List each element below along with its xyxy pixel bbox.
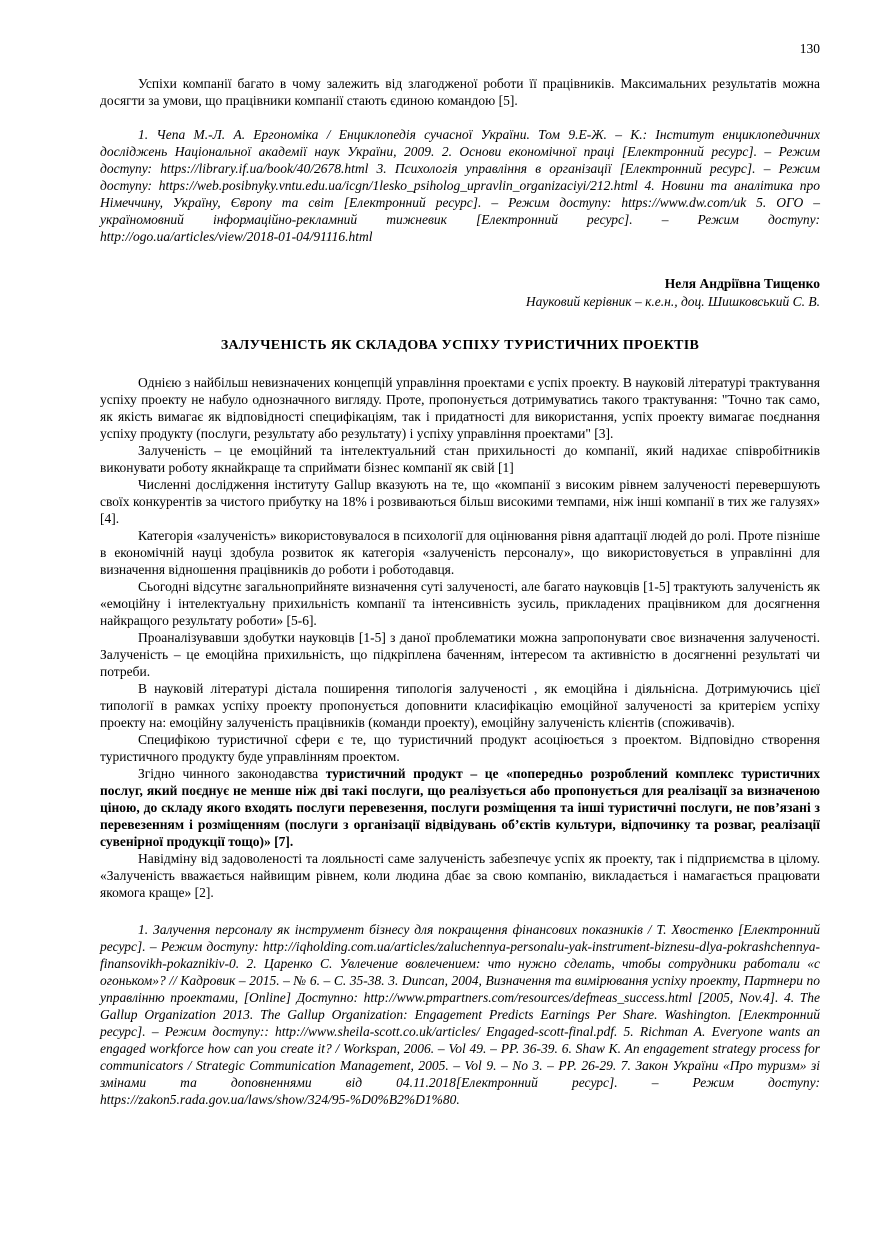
body-paragraph-5: Сьогодні відсутнє загальноприйняте визначення суті залученості, але багато науковців [1-5] трактують залученість як «емоційну і інтелектуальну прихильність компанії та інтенсивність зусиль, прикладених працівником для досягнення найкращого результату роботи» [5-6]. [100,579,820,629]
article-body [100,374,820,901]
body-paragraph-4: Категорія «залученість» використовувалося в психології для оцінювання рівня адаптації людей до ролі. Проте пізніше в економічній науці здобула розвиток як категорія «залученість персоналу», що використовується в управлінні для визначення відношення працівників до роботи і роботодавця. [100,528,820,578]
law-definition-text: туристичний продукт – це «попередньо розроблений комплекс туристичних послуг, який поєднує не менше ніж дві такі послуги, що реалізується або пропонується для реалізації за визначеною ціною, до складу якого входять послуги перевезення, послуги розміщення та інші туристичні послуги, не пов’язані з перевезенням і розміщенням (послуги з організації відвідувань об’єктів культури, відпочинку та розваг, реалізації сувенірної продукції тощо)» [7]. [100,766,821,850]
references-bottom: 1. Залучення персоналу як інструмент бізнесу для покращення фінансових показників / Т. Хвостенко [Електронний ресурс]. – Режим доступу: http://iqholding.com.ua/articles/zaluchennya-personalu-yak-instrument-biznesu-dlya-pokrashchennya-finansovikh-pokaznikiv-0. 2. Царенко С. Увлечение вовлечением: что нужно сделать, чтобы сотрудники работали «с огоньком»? // Кадровик – 2015. – № 6. – С. 35-38. 3. Duncan, 2004, Визначення та вимірювання успіху проекту, Партнери по управлінню проектами, [Online] Доступно: http://www.pmpartners.com/resources/defmeas_success.html [2005, Nov.4]. 4. The Gallup Organization 2013. The Gallup Organization: Engagement Predicts Earnings Per Share. Washington. [Електронний ресурс]. – Режим доступу:: http://www.sheila-scott.co.uk/articles/ Engaged-scott-final.pdf. 5. Richman A. Everyone wants an engaged workforce how can you create it? / Workspan, 2006. – Vol 49. – РР. 36-39. 6. Shaw K. An engagement strategy process for communicators / Strategic Communication Management, 2005. – Vol 9. – No 3. – РР. 26-29. 7. Закон України «Про туризм» зі змінами та доповненнями від 04.11.2018[Електронний ресурс]. – Режим доступу: https://zakon5.rada.gov.ua/laws/show/324/95-%D0%B2%D1%80. [100,922,820,1108]
references-top: 1. Чепа М.-Л. А. Ергономіка / Енциклопедія сучасної України. Том 9.Е-Ж. – К.: Інститут енциклопедичних досліджень Національної академії наук України, 2009. 2. Основи економічної праці [Електронний ресурс]. – Режим доступу: https://library.if.ua/book/40/2678.html 3. Психологія управління в організації [Електронний ресурс]. – Режим доступу: https://web.posibnyky.vntu.edu.ua/icgn/1lesko_psiholog_upravlin_organizaciyi/212.html 4. Новини та аналітика про Німеччину, Україну, Європу та світ [Електронний ресурс]. – Режим доступу: https://www.dw.com/uk 5. ОГО – україномовний інформаційно-рекламний тижневик [Електронний ресурс]. – Режим доступу: http://ogo.ua/articles/view/2018-01-04/91116.html [100,127,820,244]
body-paragraph-6: Проаналізувавши здобутки науковців [1-5] з даної проблематики можна запропонувати своє визначення залученості. Залученість – це емоційна прихильність, що підкріплена баченням, інтересом та активністю в досягненні результаті чи потреби. [100,630,820,680]
author-block [100,275,820,311]
body-paragraph-8: Специфікою туристичної сфери є те, що туристичний продукт асоціюється з проектом. Відповідно створення туристичного продукту буде управлінням проектом. [100,732,820,765]
intro-paragraph: Успіхи компанії багато в чому залежить від злагодженої роботи її працівників. Максимальних результатів можна досягти за умови, що працівники компанії стають єдиною командою [5]. [100,76,820,108]
supervisor-line: Науковий керівник – к.е.н., доц. Шишковський С. В. [525,293,820,309]
article-title: ЗАЛУЧЕНІСТЬ ЯК СКЛАДОВА УСПІХУ ТУРИСТИЧНИХ ПРОЕКТІВ [220,337,700,353]
law-intro-text: Згідно чинного законодавства [138,766,326,782]
author-name: Неля Андріївна Тищенко [664,276,820,291]
body-paragraph-7: В науковій літературі дістала поширення типологія залученості , як емоційна і діяльнісна. Дотримуючись цієї типології в рамках успіху проекту пропонується доповнити класифікацію емоційної залученості за критерієм успіху проекту на: емоційну залученість працівників (команди проекту), емоційну залученість клієнтів (споживачів). [100,681,820,731]
body-paragraph-closing: Навідміну від задоволеності та лояльності саме залученість забезпечує успіх як проекту, так і підприємства в цілому. «Залученість вважається найвищим рівнем, коли людина дбає за свою компанію, викладається і намагається працювати якомога краще» [2]. [100,851,820,901]
body-paragraph-3: Численні дослідження інституту Gallup вказують на те, що «компанії з високим рівнем залученості перевершують своїх конкурентів за чистого прибутку на 18% і розвиваються більш високими темпами, ніж інші компанії в тих же галузях» [4]. [100,477,820,527]
body-paragraph-2: Залученість – це емоційний та інтелектуальний стан прихильності до компанії, який надихає співробітників виконувати роботу якнайкраще та сприймати бізнес компанії як свій [1] [100,443,820,476]
body-paragraph-1: Однією з найбільш невизначених концепцій управління проектами є успіх проекту. В науковій літературі трактування успіху проекту не набуло однозначного вигляду. Проте, пропонується дотримуватись такого трактування: "Точно так само, як якість вимагає як відповідності специфікаціям, так і придатності для використання, успіх проекту вимагає поєднання успіху продукту (послуги, результату або результату) і успіху управління проектами" [3]. [100,375,820,442]
body-paragraph-law [100,765,820,850]
page-number: 130 [799,41,820,56]
